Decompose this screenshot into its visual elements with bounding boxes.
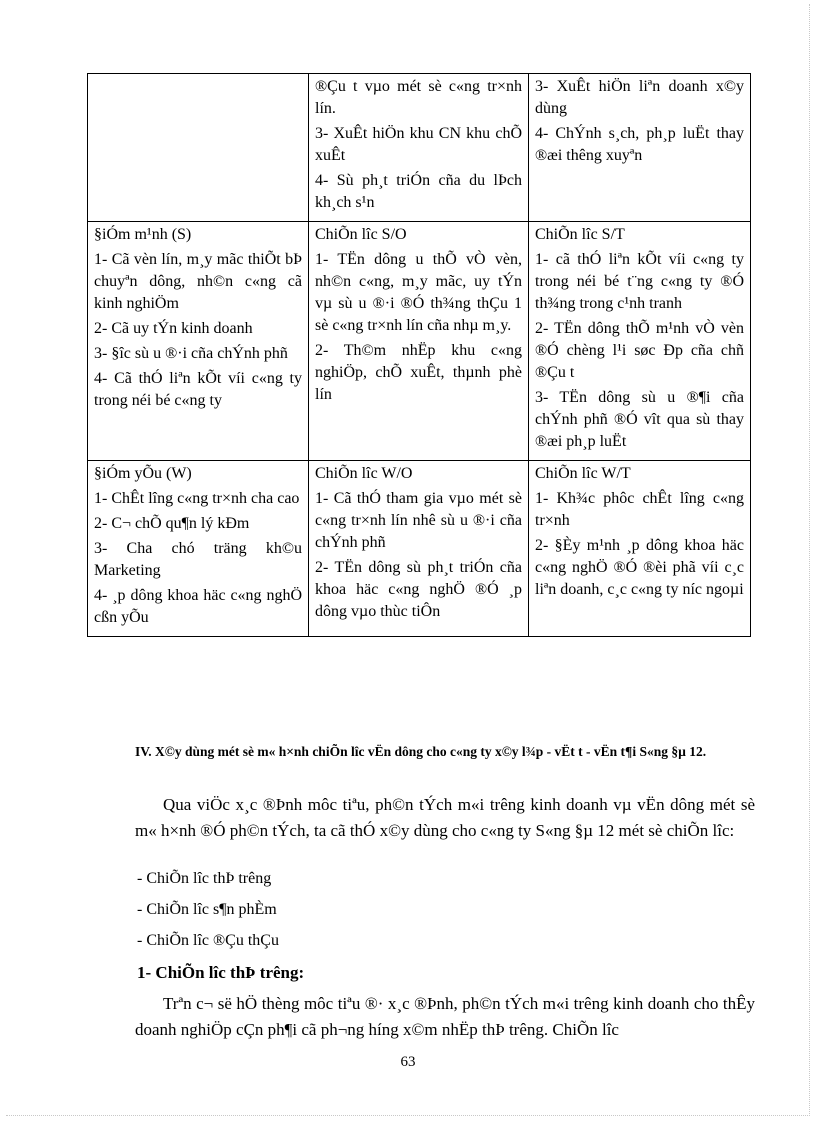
body-paragraph — [135, 991, 755, 1043]
threat-item: 3- XuÊt hiÖn liªn doanh x©y dùng — [535, 78, 744, 117]
so-strategy-heading: ChiÕn lîc S/O — [315, 226, 407, 243]
wo-strategy-heading: ChiÕn lîc W/O — [315, 465, 413, 482]
section-title: IV. X©y dùng mét sè m« h×nh chiÕn lîc vËn dông cho c«ng ty x©y l¾p - vËt t - vËn t¶i S«ng §µ 12. — [135, 744, 707, 759]
table-row-top-continuation — [88, 74, 751, 222]
opportunity-item: ®Çu t vµo mét sè c«ng tr×nh lín. — [315, 78, 522, 117]
so-strategy-item: 1- TËn dông u thÕ vÒ vèn, nh©n c«ng, m¸y mãc, uy tÝn vµ sù u ®·i ®Ó th¾ng thÇu 1 sè c«ng tr×nh lín cña nhµ m¸y. — [315, 251, 522, 334]
strength-item: 4- Cã thÓ liªn kÕt víi c«ng ty trong néi bé c«ng ty — [94, 370, 302, 409]
wo-strategy-item: 2- TËn dông sù ph¸t triÓn cña khoa häc c«ng nghÖ ®Ó ¸p dông vµo thùc tiÔn — [315, 559, 522, 620]
weaknesses-cell — [88, 461, 309, 637]
table-row-weaknesses — [88, 461, 751, 637]
strategy-bullet-bidding: - ChiÕn lîc ®Çu thÇu — [137, 932, 279, 949]
wt-strategy-item: 1- Kh¾c phôc chÊt lîng c«ng tr×nh — [535, 490, 744, 529]
intro-paragraph-text: Qua viÖc x¸c ®Þnh môc tiªu, ph©n tÝch m«i trêng kinh doanh vµ vËn dông mét sè m« h×nh ®Ó ph©n tÝch, ta cã thÓ x©y dùng cho c«ng ty S«ng §µ 12 mét sè chiÕn lîc: — [135, 795, 755, 840]
opportunity-item: 3- XuÊt hiÖn khu CN khu chÕ xuÊt — [315, 125, 522, 164]
st-strategy-item: 1- cã thÓ liªn kÕt víi c«ng ty trong néi bé t¨ng c«ng ty ®Ó th¾ng trong c¹nh tranh — [535, 251, 744, 312]
intro-paragraph — [135, 792, 755, 844]
weaknesses-heading: §iÓm yÕu (W) — [94, 465, 192, 482]
strategy-bullet-product: - ChiÕn lîc s¶n phÈm — [137, 901, 277, 918]
page-number: 63 — [400, 1054, 416, 1070]
so-strategy-item: 2- Th©m nhËp khu c«ng nghiÖp, chÕ xuÊt, thµnh phè lín — [315, 342, 522, 403]
empty-cell — [88, 74, 309, 222]
table-row-strengths — [88, 222, 751, 461]
weakness-item: 1- ChÊt lîng c«ng tr×nh cha cao — [94, 490, 300, 507]
st-strategy-item: 2- TËn dông thÕ m¹nh vÒ vèn ®Ó chèng l¹i søc Ðp cña chñ ®Çu t — [535, 320, 744, 381]
wt-strategy-heading: ChiÕn lîc W/T — [535, 465, 631, 482]
strength-item: 1- Cã vèn lín, m¸y mãc thiÕt bÞ chuyªn dông, nh©n c«ng cã kinh nghiÖm — [94, 251, 302, 312]
body-paragraph-text: Trªn c¬ së hÖ thèng môc tiªu ®· x¸c ®Þnh, ph©n tÝch m«i trêng kinh doanh cho thÊy doanh nghiÖp cÇn ph¶i cã ph¬ng híng x©m nhËp thÞ trêng. ChiÕn lîc — [135, 994, 755, 1039]
so-strategy-cell — [309, 222, 529, 461]
weakness-item: 3- Cha chó träng kh©u Marketing — [94, 540, 302, 579]
weakness-item: 2- C¬ chÕ qu¶n lý kÐm — [94, 515, 250, 532]
wt-strategy-item: 2- §Èy m¹nh ¸p dông khoa häc c«ng nghÖ ®Ó ®èi phã víi c¸c liªn doanh, c¸c c«ng ty níc ngoµi — [535, 537, 744, 598]
strength-item: 2- Cã uy tÝn kinh doanh — [94, 320, 253, 337]
opportunity-item: 4- Sù ph¸t triÓn cña du lÞch kh¸ch s¹n — [315, 172, 522, 211]
threats-continuation-cell — [529, 74, 751, 222]
swot-table — [87, 73, 751, 637]
weakness-item: 4- ¸p dông khoa häc c«ng nghÖ cßn yÕu — [94, 587, 302, 626]
strength-item: 3- §îc sù u ®·i cña chÝnh phñ — [94, 345, 288, 362]
threat-item: 4- ChÝnh s¸ch, ph¸p luËt thay ®æi thêng xuyªn — [535, 125, 744, 164]
st-strategy-cell — [529, 222, 751, 461]
wo-strategy-item: 1- Cã thÓ tham gia vµo mét sè c«ng tr×nh lín nhê sù u ®·i cña chÝnh phñ — [315, 490, 522, 551]
opportunities-continuation-cell — [309, 74, 529, 222]
strengths-heading: §iÓm m¹nh (S) — [94, 226, 192, 243]
strategy-bullet-market: - ChiÕn lîc thÞ trêng — [137, 870, 272, 887]
st-strategy-heading: ChiÕn lîc S/T — [535, 226, 625, 243]
st-strategy-item: 3- TËn dông sù u ®¶i cña chÝnh phñ ®Ó vît qua sù thay ®æi ph¸p luËt — [535, 389, 744, 450]
wo-strategy-cell — [309, 461, 529, 637]
subsection-heading: 1- ChiÕn lîc thÞ trêng: — [137, 963, 305, 982]
strengths-cell — [88, 222, 309, 461]
wt-strategy-cell — [529, 461, 751, 637]
